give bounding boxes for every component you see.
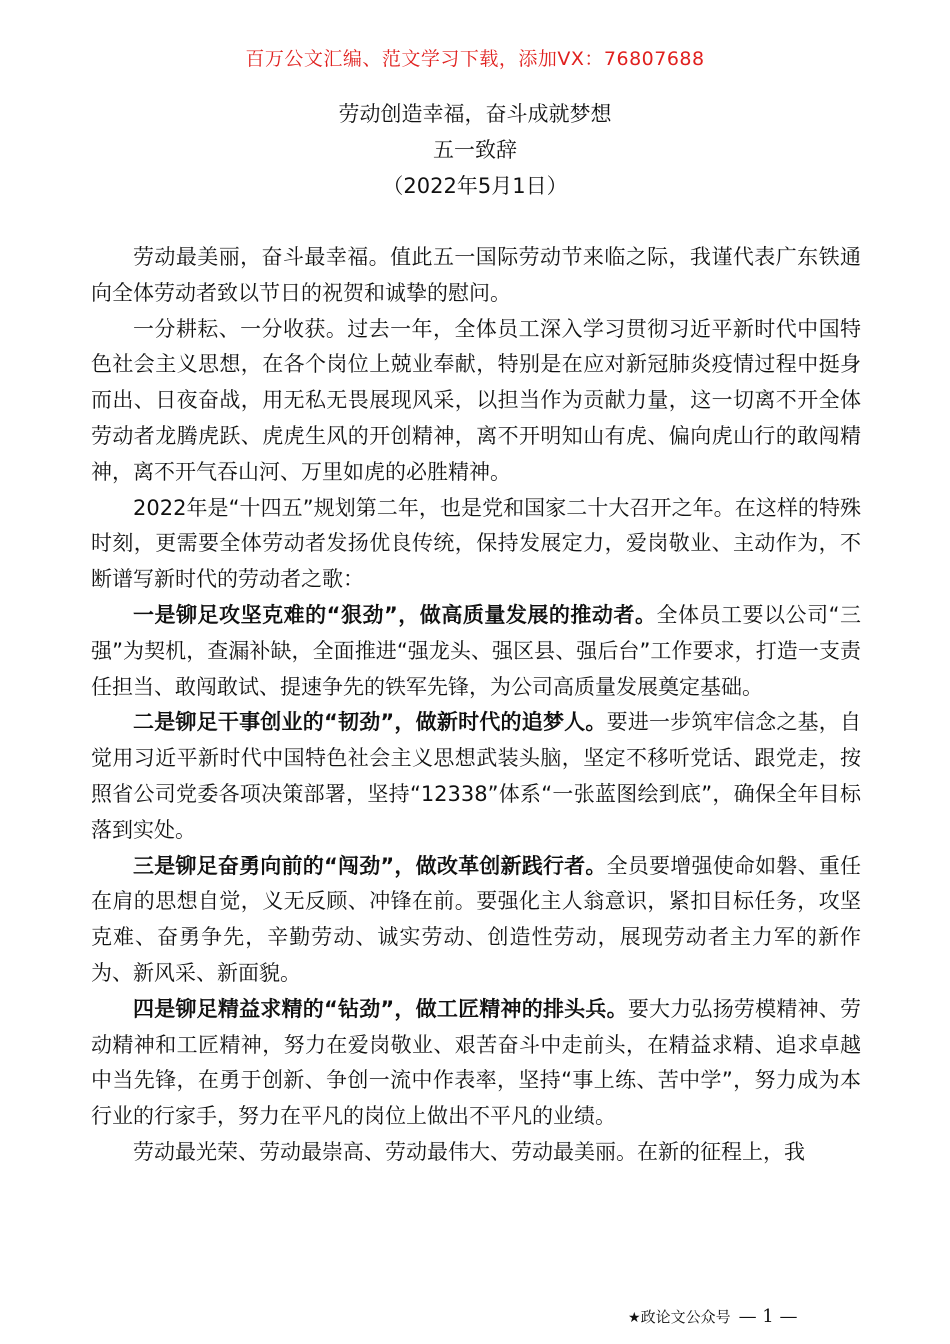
paragraph-6-lead: 三是铆足奋勇向前的“闯劲”，做改革创新践行者。 bbox=[133, 853, 607, 878]
paragraph-8: 劳动最光荣、劳动最崇高、劳动最伟大、劳动最美丽。在新的征程上，我 bbox=[133, 1139, 805, 1164]
page-footer bbox=[628, 1306, 797, 1327]
footer-label: 政论文公众号 bbox=[640, 1308, 731, 1326]
paragraph-7-text: 要大力弘扬劳模精神、劳动精神和工匠精神，努力在爱岗敬业、艰苦奋斗中走前头，在精益求精、追求卓越中当先锋，在勇于创新、争创一流中作表率，坚持“事上练、苦中学”，努力成为本行业的行家手，努力在平凡的岗位上做出不平凡的业绩。 bbox=[91, 996, 862, 1129]
document-date: （2022年5月1日） bbox=[382, 174, 568, 198]
header-banner: 百万公文汇编、范文学习下载，添加VX：76807688 bbox=[245, 48, 705, 70]
paragraph-1: 劳动最美丽，奋斗最幸福。值此五一国际劳动节来临之际，我谨代表广东铁通向全体劳动者致以节日的祝贺和诚挚的慰问。 bbox=[91, 245, 861, 305]
paragraph-2: 一分耕耘、一分收获。过去一年，全体员工深入学习贯彻习近平新时代中国特色社会主义思想，在各个岗位上兢业奉献，特别是在应对新冠肺炎疫情过程中挺身而出、日夜奋战，用无私无畏展现风采，以担当作为贡献力量，这一切离不开全体劳动者龙腾虎跃、虎虎生风的开创精神，离不开明知山有虎、偏向虎山行的敢闯精神，离不开气吞山河、万里如虎的必胜精神。 bbox=[91, 316, 861, 484]
paragraph-5-lead: 二是铆足干事创业的“韧劲”，做新时代的追梦人。 bbox=[133, 710, 607, 735]
paragraph-4-text: 全体员工要以公司“三强”为契机，查漏补缺，全面推进“强龙头、强区县、强后台”工作要求，打造一支责任担当、敢闯敢试、提速争先的铁军先锋，为公司高质量发展奠定基础。 bbox=[91, 602, 861, 699]
document-body bbox=[91, 240, 861, 1171]
star-icon: ★ bbox=[628, 1310, 641, 1326]
paragraph-5 bbox=[91, 705, 861, 848]
title-block bbox=[0, 96, 950, 204]
paragraph-4-lead: 一是铆足攻坚克难的“狠劲”，做高质量发展的推动者。 bbox=[133, 602, 657, 627]
document-title: 劳动创造幸福，奋斗成就梦想 bbox=[338, 102, 612, 126]
paragraph-3: 2022年是“十四五”规划第二年，也是党和国家二十大召开之年。在这样的特殊时刻，更需要全体劳动者发扬优良传统，保持发展定力，爱岗敬业、主动作为，不断谱写新时代的劳动者之歌： bbox=[91, 495, 861, 592]
paragraph-6 bbox=[91, 849, 861, 992]
paragraph-6-text: 全员要增强使命如磐、重任在肩的思想自觉，义无反顾、冲锋在前。要强化主人翁意识，紧扣目标任务，攻坚克难、奋勇争先，辛勤劳动、诚实劳动、创造性劳动，展现劳动者主力军的新作为、新风采、新面貌。 bbox=[91, 853, 861, 985]
paragraph-4 bbox=[91, 598, 861, 705]
document-subtitle: 五一致辞 bbox=[433, 138, 517, 162]
page-number: — 1 — bbox=[738, 1306, 798, 1327]
paragraph-5-text: 要进一步筑牢信念之基，自觉用习近平新时代中国特色社会主义思想武装头脑，坚定不移听党话、跟党走，按照省公司党委各项决策部署，坚持“12338”体系“一张蓝图绘到底”，确保全年目标落到实处。 bbox=[91, 710, 861, 842]
paragraph-7-lead: 四是铆足精益求精的“钻劲”，做工匠精神的排头兵。 bbox=[133, 996, 628, 1021]
paragraph-7 bbox=[91, 992, 861, 1135]
